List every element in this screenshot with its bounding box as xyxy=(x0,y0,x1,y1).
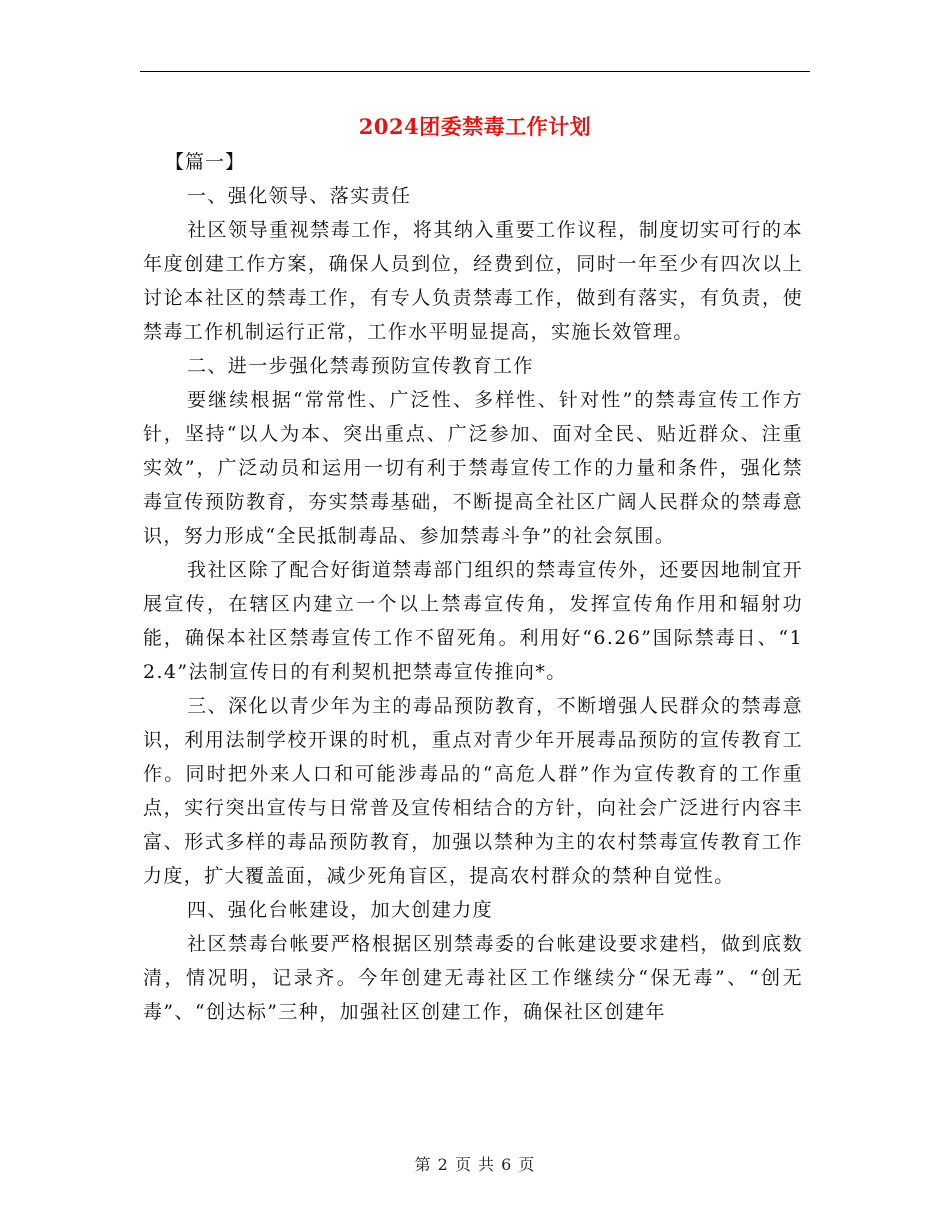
section-tag: 【篇一】 xyxy=(165,151,246,173)
paragraph: 社区领导重视禁毒工作，将其纳入重要工作议程，制度切实可行的本年度创建工作方案，确保人员到位，经费到位，同时一年至少有四次以上讨论本社区的禁毒工作，有专人负责禁毒工作，做到有落实，有负责，使禁毒工作机制运行正常，工作水平明显提高，实施长效管理。 xyxy=(143,219,803,343)
header-rule xyxy=(140,71,810,72)
section-heading-4: 四、强化台帐建设，加大创建力度 xyxy=(187,899,494,921)
paragraph: 三、深化以青少年为主的毒品预防教育，不断增强人民群众的禁毒意识，利用法制学校开课的时机，重点对青少年开展毒品预防的宣传教育工作。同时把外来人口和可能涉毒品的“高危人群”作为宣传教育的工作重点，实行突出宣传与日常普及宣传相结合的方针，向社会广泛进行内容丰富、形式多样的毒品预防教育，加强以禁种为主的农村禁毒宣传教育工作力度，扩大覆盖面，减少死角盲区，提高农村群众的禁种自觉性。 xyxy=(143,695,803,887)
document-body xyxy=(143,145,803,1029)
paragraph: 我社区除了配合好街道禁毒部门组织的禁毒宣传外，还要因地制宜开展宣传，在辖区内建立一个以上禁毒宣传角，发挥宣传角作用和辐射功能，确保本社区禁毒宣传工作不留死角。利用好“6.26”国际禁毒日、“12.4”法制宣传日的有利契机把禁毒宣传推向*。 xyxy=(143,559,803,683)
section-heading-2: 二、进一步强化禁毒预防宣传教育工作 xyxy=(187,355,534,377)
paragraph: 要继续根据“常常性、广泛性、多样性、针对性”的禁毒宣传工作方针，坚持“以人为本、突出重点、广泛参加、面对全民、贴近群众、注重实效”，广泛动员和运用一切有利于禁毒宣传工作的力量和条件，强化禁毒宣传预防教育，夯实禁毒基础，不断提高全社区广阔人民群众的禁毒意识，努力形成“全民抵制毒品、参加禁毒斗争”的社会氛围。 xyxy=(143,389,803,547)
section-heading-1: 一、强化领导、落实责任 xyxy=(187,185,412,207)
page-footer: 第 2 页 共 6 页 xyxy=(414,1155,536,1174)
document-title: 2024团委禁毒工作计划 xyxy=(358,114,592,139)
paragraph: 社区禁毒台帐要严格根据区别禁毒委的台帐建设要求建档，做到底数清，情况明，记录齐。今年创建无毒社区工作继续分“保无毒”、“创无毒”、“创达标”三种，加强社区创建工作，确保社区创建年 xyxy=(143,933,803,1023)
